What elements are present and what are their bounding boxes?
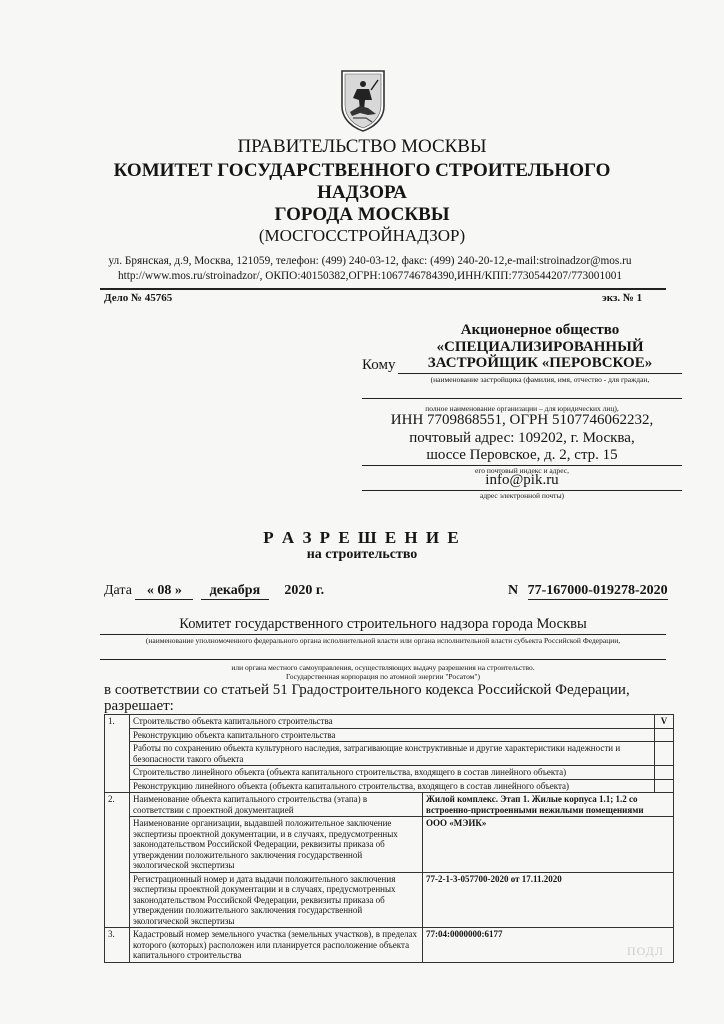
table-row bbox=[105, 817, 674, 873]
copy-number: экз. № 1 bbox=[602, 292, 643, 304]
table-row bbox=[105, 742, 674, 766]
recipient-postal-address: почтовый адрес: 109202, г. Москва, bbox=[409, 430, 635, 446]
permit-subtitle: на строительство bbox=[306, 547, 418, 562]
permit-type-checkbox bbox=[655, 766, 674, 780]
recipient-name-line2: «СПЕЦИАЛИЗИРОВАННЫЙ bbox=[436, 339, 644, 355]
permit-number-label: N bbox=[508, 583, 519, 598]
faded-stamp: ПОДЛ bbox=[626, 944, 664, 958]
committee-title-line3: ГОРОДА МОСКВЫ bbox=[274, 204, 450, 225]
recipient-hint: адрес электронной почты) bbox=[479, 491, 564, 500]
recipient-to-label: Кому bbox=[362, 357, 396, 373]
recipient-postal-address: шоссе Перовское, д. 2, стр. 15 bbox=[426, 447, 618, 463]
recipient-hint: (наименование застройщика (фамилия, имя, отчество - для граждан, bbox=[430, 375, 650, 384]
committee-title bbox=[0, 160, 724, 204]
permit-number-line bbox=[508, 583, 668, 600]
date-line bbox=[104, 583, 324, 600]
permit-type-option: Реконструкцию линейного объекта (объекта капитального строительства, входящего в состав линейного объекта) bbox=[130, 779, 655, 793]
committee-title-line1: КОМИТЕТ ГОСУДАРСТВЕННОГО СТРОИТЕЛЬНОГО bbox=[113, 160, 611, 181]
date-label: Дата bbox=[104, 583, 132, 598]
table-row bbox=[105, 715, 674, 729]
issuer-underline bbox=[100, 634, 666, 635]
recipient-name-line3: ЗАСТРОЙЩИК «ПЕРОВСКОЕ» bbox=[427, 355, 653, 371]
row-number: 1. bbox=[105, 715, 130, 793]
date-year-suffix: г. bbox=[315, 583, 325, 598]
date-month: декабря bbox=[201, 583, 269, 600]
date-year: 2020 bbox=[284, 583, 313, 598]
committee-address bbox=[60, 254, 680, 284]
field-value: ООО «МЭИК» bbox=[423, 817, 674, 873]
permit-type-checkmark: V bbox=[655, 715, 674, 729]
issuer-hint: Государственная корпорация по атомной энергии "Росатом") bbox=[286, 672, 480, 681]
field-label: Наименование объекта капитального строительства (этапа) в соответствии с проектной документацией bbox=[130, 793, 423, 817]
recipient-hint: его почтовый индекс и адрес, bbox=[475, 466, 569, 475]
address-line: ул. Брянская, д.9, Москва, 121059, телефон: (499) 240-03-12, факс: (499) 240-20-12,e-mail:stroinadzor@mos.ru bbox=[108, 255, 632, 267]
permit-title: Р А З Р Е Ш Е Н И Е bbox=[263, 528, 461, 547]
field-value: 77-2-1-3-057700-2020 от 17.11.2020 bbox=[423, 872, 674, 928]
field-label: Регистрационный номер и дата выдачи положительного заключения экспертизы проектной документации и в случаях, предусмотренных законодательством Российской Федерации, реквизиты приказа об утверждении положительного заключения государственной экологической экспертизы bbox=[130, 872, 423, 928]
row-number: 3. bbox=[105, 928, 130, 963]
recipient-hint: полное наименование организации – для юридических лиц), bbox=[425, 404, 619, 413]
permit-details-table bbox=[104, 714, 674, 963]
permit-type-checkbox bbox=[655, 728, 674, 742]
permit-number: 77-167000-019278-2020 bbox=[527, 583, 668, 598]
table-row bbox=[105, 766, 674, 780]
header-divider bbox=[100, 288, 666, 290]
issuer-hint: или органа местного самоуправления, осуществляющих выдачу разрешения на строительство. bbox=[231, 663, 535, 672]
case-number: Дело № 45765 bbox=[104, 292, 173, 304]
table-row bbox=[105, 779, 674, 793]
recipient-email: info@pik.ru bbox=[485, 472, 559, 488]
recipient-name-line1: Акционерное общество bbox=[460, 322, 620, 338]
moscow-coat-of-arms-icon bbox=[338, 68, 388, 132]
committee-title-line2: НАДЗОРА bbox=[317, 182, 407, 203]
address-line: http://www.mos.ru/stroinadzor/, ОКПО:40150382,ОГРН:1067746784390,ИНН/КПП:7730544207/773001001 bbox=[117, 270, 623, 282]
date-day: « 08 » bbox=[135, 583, 193, 600]
issuer-hint: (наименование уполномоченного федерального органа исполнительной власти или органа исполнительной власти субъекта Российской Федерации, bbox=[145, 636, 621, 645]
permit-type-option: Реконструкцию объекта капитального строительства bbox=[130, 728, 655, 742]
field-value: Жилой комплекс. Этап 1. Жилые корпуса 1.1; 1.2 со встроенно-пристроенными нежилыми помещениями bbox=[423, 793, 674, 817]
table-row bbox=[105, 728, 674, 742]
field-label: Кадастровый номер земельного участка (земельных участков), в пределах которого (которых) расположен или планируется расположение объекта капитального строительства bbox=[130, 928, 423, 963]
recipient-inn: ИНН 7709868551, ОГРН 5107746062232, bbox=[390, 412, 654, 428]
issuer-name: Комитет государственного строительного надзора города Москвы bbox=[179, 616, 587, 632]
recipient-underline bbox=[362, 398, 682, 399]
permit-type-option: Строительство линейного объекта (объекта капитального строительства, входящего в состав линейного объекта) bbox=[130, 766, 655, 780]
table-row bbox=[105, 928, 674, 963]
committee-abbreviation: (МОСГОССТРОЙНАДЗОР) bbox=[258, 226, 466, 245]
table-row bbox=[105, 872, 674, 928]
row-number: 2. bbox=[105, 793, 130, 928]
field-label: Наименование организации, выдавшей положительное заключение экспертизы проектной документации, и в случаях, предусмотренных законодательством Российской Федерации, реквизиты приказа об утверждении положительного заключения государственной экологической экспертизы bbox=[130, 817, 423, 873]
permit-type-checkbox bbox=[655, 779, 674, 793]
government-title: ПРАВИТЕЛЬСТВО МОСКВЫ bbox=[237, 136, 487, 157]
permit-type-option: Работы по сохранению объекта культурного наследия, затрагивающие конструктивные и другие характеристики надежности и безопасности такого объекта bbox=[130, 742, 655, 766]
table-row bbox=[105, 793, 674, 817]
basis-text: в соответствии со статьей 51 Градостроительного кодекса Российской Федерации, bbox=[104, 682, 630, 698]
issuer-underline bbox=[100, 659, 666, 660]
permit-type-option: Строительство объекта капитального строительства bbox=[130, 715, 655, 729]
basis-permits: разрешает: bbox=[104, 698, 174, 714]
field-value: 77:04:0000000:6177 bbox=[423, 928, 674, 963]
permit-type-checkbox bbox=[655, 742, 674, 766]
recipient-underline bbox=[398, 373, 682, 374]
